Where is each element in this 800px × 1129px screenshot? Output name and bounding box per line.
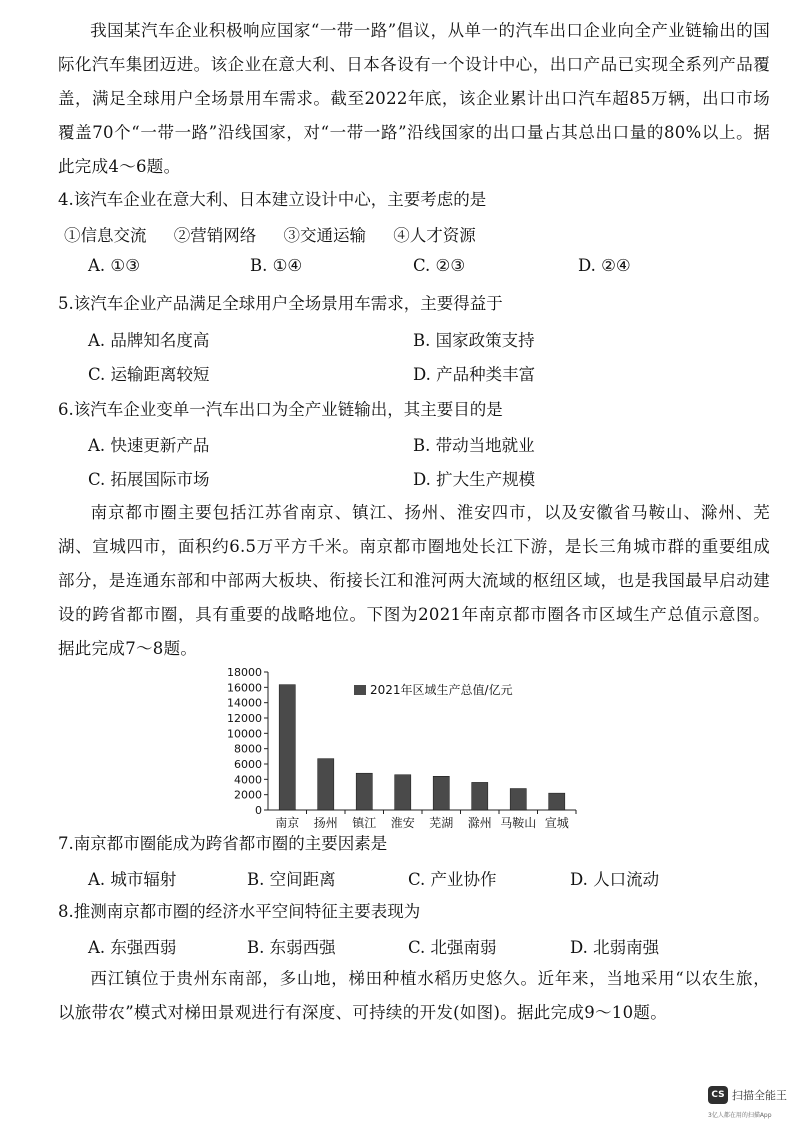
question-6-stem: 6.该汽车企业变单一汽车出口为全产业链输出，其主要目的是 [58, 400, 503, 419]
logo-badge: CS [708, 1086, 728, 1104]
chart-legend [354, 682, 513, 697]
option-b: B. ①④ [250, 256, 303, 275]
chart-labels [275, 815, 569, 830]
bar-3 [356, 773, 372, 810]
option-d: D. ②④ [578, 256, 631, 275]
option-c: C. 北强南弱 [408, 938, 497, 957]
chart-bars [279, 685, 565, 810]
y-tick-label: 4000 [234, 773, 262, 787]
question-6-options-cd [0, 466, 800, 492]
y-tick-label: 10000 [227, 727, 262, 741]
bar-8 [549, 793, 565, 810]
option-d: D. 扩大生产规模 [413, 470, 536, 489]
question-8-options [0, 934, 800, 960]
question-5-stem: 5.该汽车企业产品满足全球用户全场景用车需求，主要得益于 [58, 294, 503, 313]
option-a: A. 品牌知名度高 [88, 331, 210, 350]
statement-1: ①信息交流 [64, 226, 147, 245]
option-d: D. 北弱南强 [570, 938, 660, 957]
bar-1 [279, 685, 295, 810]
x-tick-label: 镇江 [352, 816, 377, 830]
question-4-statements [64, 222, 498, 246]
y-tick-label: 0 [255, 804, 262, 817]
passage-auto-company [58, 14, 770, 184]
gdp-bar-chart [212, 664, 582, 834]
statement-3: ③交通运输 [283, 226, 366, 245]
question-5-options-cd [0, 361, 800, 387]
question-4-options [0, 256, 800, 282]
option-c: C. 拓展国际市场 [88, 470, 210, 489]
passage-xijiang [58, 962, 770, 1030]
y-tick-label: 12000 [227, 712, 262, 725]
option-c: C. 产业协作 [408, 870, 497, 889]
option-b: B. 空间距离 [247, 870, 336, 889]
option-d: D. 产品种类丰富 [413, 365, 536, 384]
option-a: A. 城市辐射 [88, 870, 177, 889]
x-tick-label: 芜湖 [429, 816, 454, 830]
bar-2 [318, 759, 334, 810]
passage-nanjing-text: 南京都市圈主要包括江苏省南京、镇江、扬州、淮安四市，以及安徽省马鞍山、滁州、芜湖、宣城四市，面积约6.5万平方千米。南京都市圈地处长江下游，是长三角城市群的重要组成部分，是连通东部和中部两大板块、衔接长江和淮河两大流域的枢纽区域，也是我国最早启动建设的跨省都市圈，具有重要的战略地位。下图为2021年南京都市圈各市区域生产总值示意图。据此完成7～8题。 [58, 503, 770, 658]
bar-4 [395, 775, 411, 810]
bar-7 [510, 789, 526, 810]
y-tick-label: 16000 [227, 681, 262, 695]
y-tick-label: 6000 [234, 758, 262, 771]
logo-tagline: 3亿人都在用的扫描App [708, 1112, 772, 1119]
x-tick-label: 宣城 [544, 816, 569, 830]
option-b: B. 国家政策支持 [413, 331, 535, 350]
passage-nanjing [58, 496, 770, 666]
question-7-stem: 7.南京都市圈能成为跨省都市圈的主要因素是 [58, 834, 388, 853]
x-tick-label: 南京 [275, 816, 300, 830]
option-a: A. 快速更新产品 [88, 436, 210, 455]
y-tick-label: 14000 [227, 696, 262, 710]
statement-4: ④人才资源 [393, 226, 476, 245]
x-tick-label: 扬州 [313, 816, 338, 830]
option-a: A. ①③ [88, 256, 140, 275]
option-d: D. 人口流动 [570, 870, 660, 889]
x-tick-label: 淮安 [390, 816, 415, 830]
option-b: B. 东弱西强 [247, 938, 336, 957]
option-c: C. ②③ [413, 256, 466, 275]
question-5-options-ab [0, 327, 800, 353]
y-tick-label: 2000 [234, 788, 262, 802]
question-7-options [0, 866, 800, 892]
y-tick-label: 8000 [234, 742, 262, 756]
option-a: A. 东强西弱 [88, 938, 177, 957]
x-tick-label: 滁州 [467, 816, 492, 830]
bar-6 [472, 782, 488, 810]
y-tick-label: 18000 [227, 666, 262, 679]
option-c: C. 运输距离较短 [88, 365, 210, 384]
passage-xijiang-text: 西江镇位于贵州东南部，多山地，梯田种植水稻历史悠久。近年来，当地采用“以农生旅，以旅带农”模式对梯田景观进行有深度、可持续的开发(如图)。据此完成9～10题。 [58, 969, 770, 1022]
question-6-options-ab [0, 432, 800, 458]
passage-auto-company-text: 我国某汽车企业积极响应国家“一带一路”倡议，从单一的汽车出口企业向全产业链输出的国际化汽车集团迈进。该企业在意大利、日本各设有一个设计中心，出口产品已实现全系列产品覆盖，满足全球用户全场景用车需求。截至2022年底，该企业累计出口汽车超85万辆，出口市场覆盖70个“一带一路”沿线国家，对“一带一路”沿线国家的出口量占其总出口量的80%以上。据此完成4～6题。 [58, 21, 770, 176]
bar-5 [433, 776, 449, 810]
question-8-stem: 8.推测南京都市圈的经济水平空间特征主要表现为 [58, 902, 421, 921]
x-tick-label: 马鞍山 [500, 816, 537, 830]
legend-label: 2021年区域生产总值/亿元 [370, 683, 513, 697]
question-4-stem: 4.该汽车企业在意大利、日本建立设计中心，主要考虑的是 [58, 190, 487, 209]
statement-2: ②营销网络 [173, 226, 257, 245]
camscanner-logo [708, 1086, 798, 1126]
option-b: B. 带动当地就业 [413, 436, 535, 455]
legend-swatch [354, 685, 366, 695]
logo-name: 扫描全能王 [732, 1089, 787, 1102]
